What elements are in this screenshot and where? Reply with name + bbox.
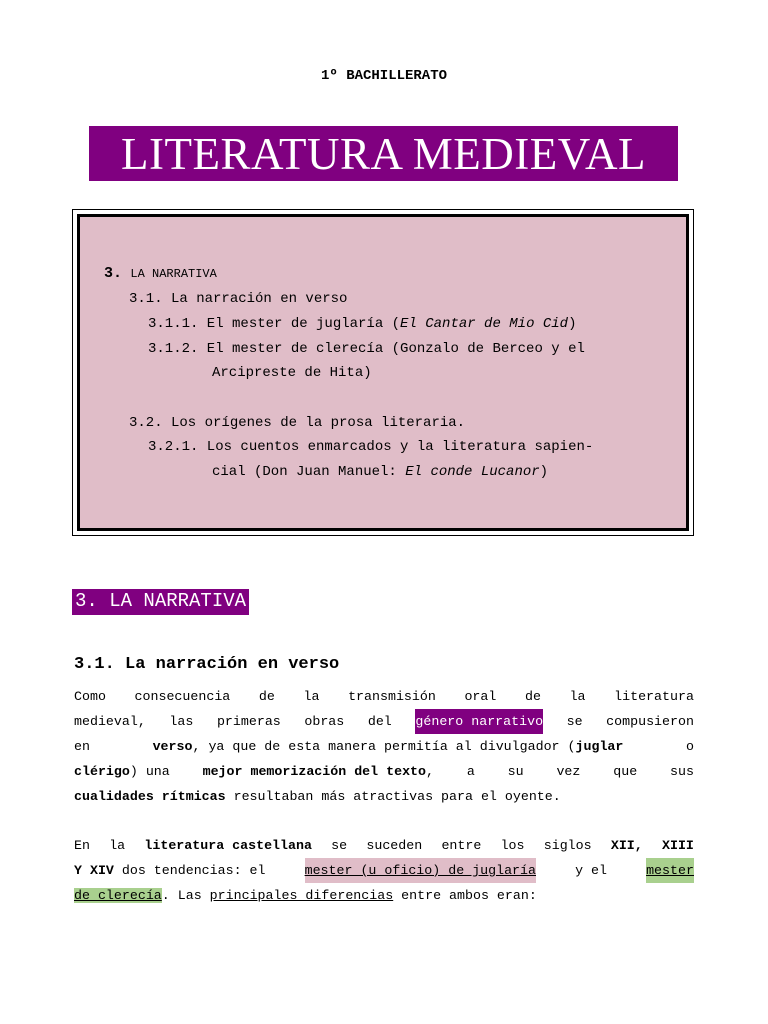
paragraph-1-line-1: Como consecuencia de la transmisión oral de la literatura	[74, 689, 694, 704]
highlight-mester-juglaria: mester (u oficio) de juglaría	[305, 858, 536, 883]
paragraph-1-line-2: medieval, las primeras obras del género narrativo se compusieron	[74, 709, 694, 734]
toc-box	[77, 214, 689, 531]
toc-item-3-2-1: 3.2.1. Los cuentos enmarcados y la literatura sapien-	[148, 439, 594, 455]
underline-principales-diferencias: principales diferencias	[209, 888, 394, 903]
toc-section-number: 3.	[104, 265, 123, 282]
paragraph-1	[74, 684, 694, 809]
toc-item-3-2-1-cont: cial (Don Juan Manuel: El conde Lucanor)	[212, 464, 549, 480]
toc-item-3-1-2-cont: Arcipreste de Hita)	[212, 365, 372, 381]
paragraph-2	[74, 833, 694, 908]
table-of-contents	[72, 209, 694, 536]
paragraph-2-line-1: En la literatura castellana se suceden entre los siglos XII, XIII	[74, 838, 694, 853]
paragraph-1-line-4: clérigo) una mejor memorización del texto, a su vez que sus	[74, 764, 694, 779]
toc-section-3	[104, 265, 217, 282]
paragraph-2-line-3: de clerecía. Las principales diferencias entre ambos eran:	[74, 888, 537, 903]
toc-item-3-1-2: 3.1.2. El mester de clerecía (Gonzalo de Berceo y el	[148, 341, 585, 357]
toc-item-3-1: 3.1. La narración en verso	[129, 291, 348, 307]
section-heading: 3. LA NARRATIVA	[72, 589, 249, 615]
paragraph-1-line-5: cualidades rítmicas resultaban más atractivas para el oyente.	[74, 789, 561, 804]
highlight-mester-clerecia: mester	[646, 858, 694, 883]
toc-item-3-1-1: 3.1.1. El mester de juglaría (El Cantar de Mio Cid)	[148, 316, 577, 332]
highlight-genero-narrativo: género narrativo	[415, 709, 543, 734]
highlight-mester-clerecia-cont: de clerecía	[74, 888, 162, 903]
document-title: LITERATURA MEDIEVAL	[89, 126, 678, 181]
subsection-heading: 3.1. La narración en verso	[74, 655, 340, 674]
toc-section-label: LA NARRATIVA	[130, 267, 217, 281]
toc-item-3-2: 3.2. Los orígenes de la prosa literaria.	[129, 415, 466, 431]
paragraph-2-line-2: Y XIV dos tendencias: el mester (u oficio) de juglaría y el mester	[74, 858, 694, 883]
course-label: 1º BACHILLERATO	[320, 68, 448, 84]
paragraph-1-line-3: en verso, ya que de esta manera permitía al divulgador (juglar o	[74, 739, 694, 754]
